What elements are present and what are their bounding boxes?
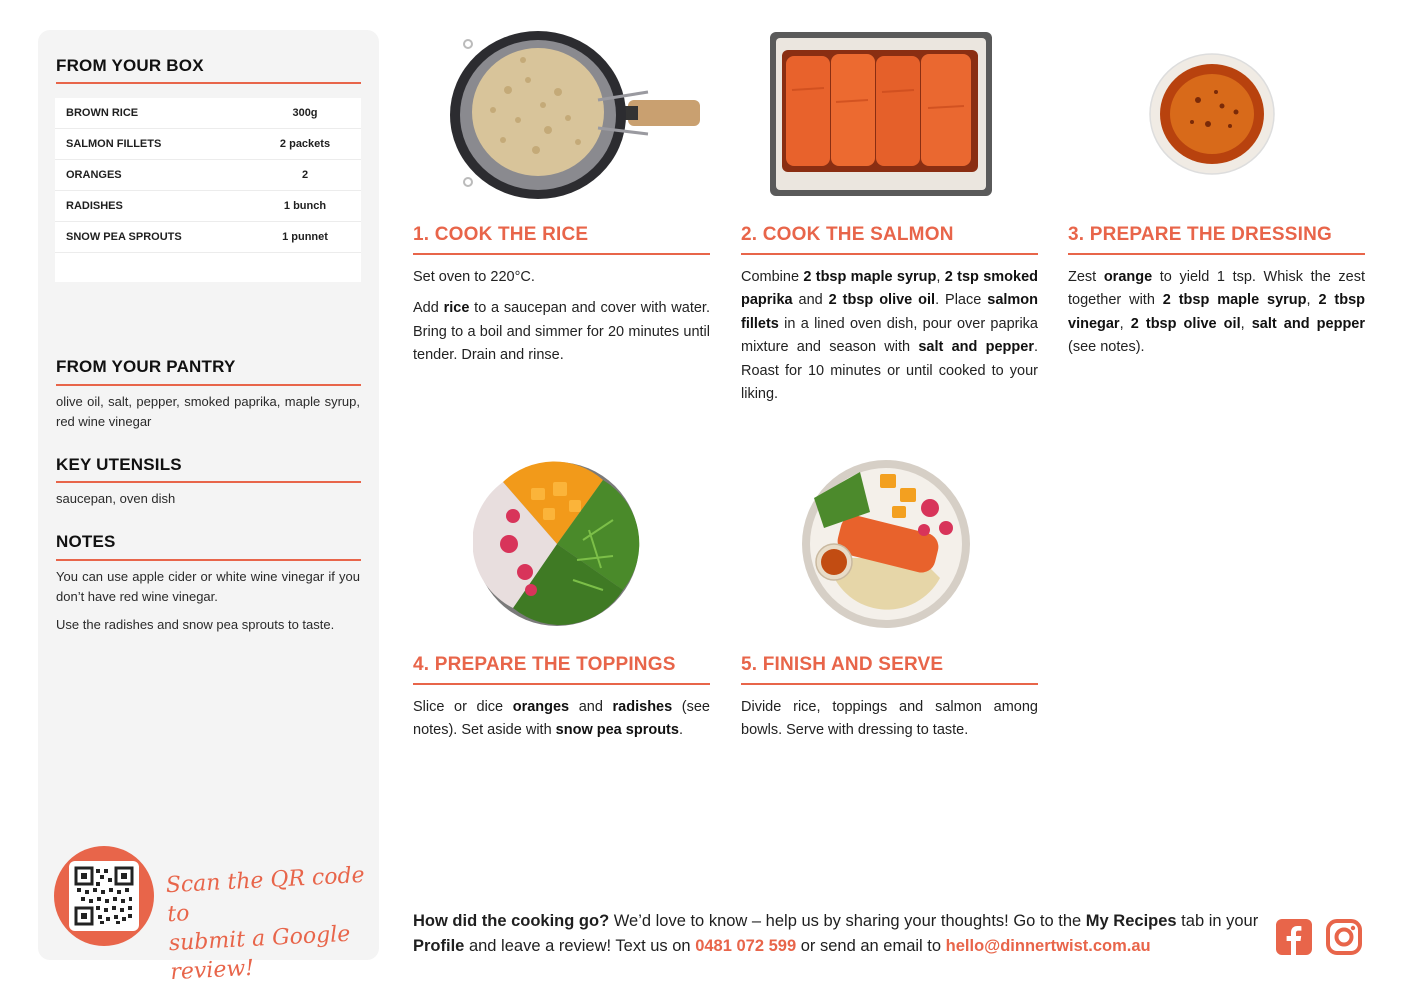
step-text: Divide rice, toppings and salmon among bowls. Serve with dressing to taste.	[741, 699, 1038, 739]
step-body	[413, 266, 710, 376]
divider	[56, 82, 361, 84]
step-text: Add	[413, 300, 444, 317]
step-title: 4. PREPARE THE TOPPINGS	[413, 654, 676, 675]
phone-link[interactable]: 0481 072 599	[695, 937, 797, 955]
step-text: and	[792, 292, 829, 309]
ingredient-highlight: salt and pepper	[918, 339, 1034, 356]
notes-text: You can use apple cider or white wine vinegar if you don’t have red wine vinegar.	[56, 569, 360, 604]
footer-text: We’d love to know – help us by sharing your thoughts! Go to the	[609, 912, 1086, 930]
step-text: ,	[1306, 292, 1319, 309]
rice-strainer-image	[448, 30, 704, 200]
divider	[1068, 253, 1365, 255]
step-text: Set oven to 220°C.	[413, 269, 535, 285]
divider	[741, 683, 1038, 685]
qr-code-icon	[69, 861, 139, 931]
ingredient-name: RADISHES	[66, 200, 123, 212]
qr-caption	[165, 861, 371, 987]
table-row	[55, 98, 361, 129]
ingredient-highlight: 2 tbsp maple syrup	[1162, 292, 1307, 309]
step-text: ,	[1240, 315, 1252, 332]
divider	[56, 384, 361, 386]
ingredient-qty: 1 bunch	[283, 200, 327, 212]
facebook-icon[interactable]	[1275, 918, 1313, 956]
ingredient-highlight: 2 tbsp vinegar	[1068, 292, 1365, 332]
profile-link[interactable]: Profile	[413, 937, 465, 955]
ingredient-highlight: 2 tbsp maple syrup	[803, 269, 937, 285]
dressing-bowl-image	[1148, 52, 1276, 176]
ingredient-highlight: oranges	[512, 699, 570, 715]
qr-badge[interactable]	[54, 846, 154, 946]
qr-caption-line: submit a Google review!	[168, 921, 351, 986]
step-title: 2. COOK THE SALMON	[741, 224, 954, 245]
ingredient-highlight: rice	[443, 300, 470, 317]
footer-question: How did the cooking go?	[413, 912, 610, 930]
step-title: 1. COOK THE RICE	[413, 224, 589, 245]
footer-text: tab in your	[1176, 912, 1259, 930]
divider	[413, 253, 710, 255]
step-text: to yield 1 tsp. Whisk the zest together with	[1068, 269, 1365, 309]
step-text: .	[678, 722, 683, 739]
finished-bowl-image	[800, 458, 972, 630]
ingredient-highlight: 2 tbsp olive oil	[1130, 315, 1241, 332]
step-text: ,	[936, 269, 945, 285]
ingredient-highlight: salt and pepper	[1251, 315, 1366, 332]
step-title: 5. FINISH AND SERVE	[741, 654, 944, 675]
qr-caption-line: Scan the QR code to	[165, 862, 366, 928]
step-text: Slice or dice	[413, 699, 513, 715]
step-text: ,	[1119, 315, 1131, 332]
footer-text: and leave a review! Text us on	[464, 937, 696, 955]
footer-text: or send an email to	[796, 937, 946, 955]
ingredient-name: ORANGES	[66, 169, 122, 181]
instagram-icon[interactable]	[1325, 918, 1363, 956]
step-body	[741, 266, 1038, 414]
divider	[56, 559, 361, 561]
utensils-text: saucepan, oven dish	[56, 491, 176, 506]
ingredient-highlight: salmon fillets	[741, 292, 1039, 332]
salmon-tray-image	[768, 30, 994, 198]
ingredient-qty: 300g	[292, 107, 318, 119]
ingredient-qty: 2 packets	[279, 138, 331, 150]
pantry-text: olive oil, salt, pepper, smoked paprika, maple syrup, red wine vinegar	[56, 394, 360, 429]
notes-heading: NOTES	[56, 532, 116, 551]
step-body	[413, 696, 710, 751]
utensils-heading: KEY UTENSILS	[56, 455, 182, 474]
ingredient-highlight: 2 tbsp olive oil	[828, 292, 936, 309]
ingredient-qty: 2	[301, 169, 309, 181]
ingredient-name: BROWN RICE	[66, 107, 139, 119]
step-text: and	[569, 699, 613, 715]
step-text: . Place	[935, 292, 988, 309]
step-text: to a saucepan and cover with water. Bring to a boil and simmer for 20 minutes until tender. Drain and rinse.	[413, 300, 710, 364]
pantry-heading: FROM YOUR PANTRY	[56, 357, 236, 376]
email-link[interactable]: hello@dinnertwist.com.au	[945, 937, 1151, 955]
ingredient-highlight: 2 tsp smoked paprika	[741, 269, 1039, 309]
toppings-bowl-image	[473, 460, 641, 628]
step-body	[1068, 266, 1365, 368]
step-text: in a lined oven dish, pour over paprika mixture and season with	[741, 315, 1038, 356]
footer-message	[413, 909, 1263, 959]
divider	[413, 683, 710, 685]
notes-text: Use the radishes and snow pea sprouts to taste.	[56, 617, 335, 632]
step-text: Zest	[1068, 269, 1104, 285]
ingredient-highlight: radishes	[612, 699, 673, 715]
step-title: 3. PREPARE THE DRESSING	[1068, 224, 1332, 245]
ingredient-name: SNOW PEA SPROUTS	[66, 231, 182, 243]
from-box-heading: FROM YOUR BOX	[56, 56, 204, 75]
table-row	[55, 191, 361, 222]
ingredient-table	[55, 98, 361, 282]
ingredient-name: SALMON FILLETS	[66, 138, 162, 150]
step-text: (see notes). Set aside with	[413, 699, 710, 739]
step-body	[741, 696, 1038, 751]
sidebar	[38, 30, 379, 986]
step-text: . Roast for 10 minutes or until cooked to your liking.	[741, 339, 1038, 403]
my-recipes-link[interactable]: My Recipes	[1085, 912, 1177, 930]
table-row	[55, 222, 361, 253]
ingredient-highlight: orange	[1103, 269, 1153, 285]
step-text: (see notes).	[1068, 339, 1145, 356]
divider	[56, 481, 361, 483]
step-text: Combine	[741, 269, 804, 285]
divider	[741, 253, 1038, 255]
table-row	[55, 129, 361, 160]
ingredient-highlight: snow pea sprouts	[555, 722, 679, 739]
table-row	[55, 160, 361, 191]
ingredient-qty: 1 punnet	[282, 231, 328, 243]
